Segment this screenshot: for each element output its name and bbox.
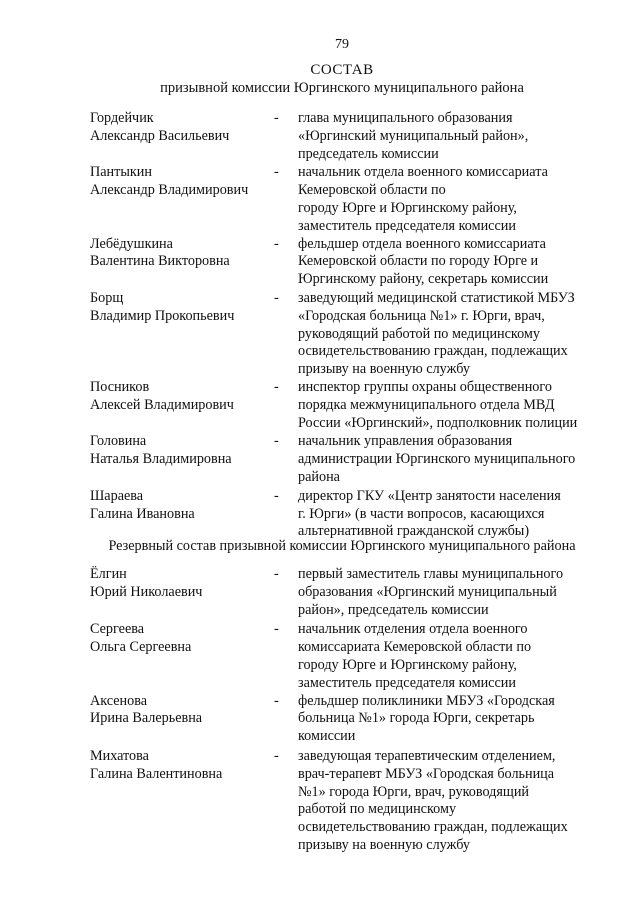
main-members-list xyxy=(90,110,610,541)
member-name xyxy=(90,748,270,784)
member-duty-line: Кемеровской области по xyxy=(298,182,446,199)
member-duties xyxy=(298,621,610,692)
member-name-line: Ирина Валерьевна xyxy=(90,710,203,727)
member-dash: - xyxy=(274,235,279,252)
member-duty-line: руководящий работой по медицинскому xyxy=(298,325,540,342)
member-name-line: Посников xyxy=(90,378,150,395)
member-entry xyxy=(90,488,610,541)
member-entry xyxy=(90,110,610,163)
member-duty-line: район», председатель комиссии xyxy=(298,601,489,618)
member-duties xyxy=(298,748,610,855)
member-duty-line: освидетельствованию граждан, подлежащих xyxy=(298,343,568,360)
document-subtitle: призывной комиссии Юргинского муниципального района xyxy=(160,80,524,96)
member-name-line: Галина Валентиновна xyxy=(90,765,223,782)
member-name-line: Ёлгин xyxy=(90,566,127,582)
member-duty-line: освидетельствованию граждан, подлежащих xyxy=(298,819,568,836)
member-name xyxy=(90,621,270,657)
member-entry xyxy=(90,566,610,619)
member-name-line: Гордейчик xyxy=(90,110,154,126)
member-duty-line: комиссии xyxy=(298,728,356,745)
member-duties xyxy=(298,236,610,289)
member-duty-line: порядка межмуниципального отдела МВД xyxy=(298,396,555,413)
member-entry xyxy=(90,693,610,746)
member-name-line: Наталья Владимировна xyxy=(90,451,232,468)
member-name-line: Юрий Николаевич xyxy=(90,583,203,600)
member-name xyxy=(90,379,270,415)
member-name xyxy=(90,290,270,326)
member-duty-line: заместитель председателя комиссии xyxy=(298,217,516,234)
member-dash: - xyxy=(274,433,279,450)
member-name xyxy=(90,164,270,200)
member-name-line: Ольга Сергеевна xyxy=(90,639,192,656)
member-name xyxy=(90,693,270,729)
member-duty-line: начальник отдела военного комиссариата xyxy=(298,164,548,181)
member-name-line: Галина Ивановна xyxy=(90,505,195,522)
member-entry xyxy=(90,433,610,486)
member-name-line: Сергеева xyxy=(90,621,145,638)
member-duty-line: г. Юрги» (в части вопросов, касающихся xyxy=(298,505,545,522)
member-duty-line: призыву на военную службу xyxy=(298,361,470,378)
member-duties xyxy=(298,693,610,746)
member-name xyxy=(90,433,270,469)
member-duty-line: №1» города Юрги, врач, руководящий xyxy=(298,783,530,800)
document-title: СОСТАВ xyxy=(310,62,374,78)
member-duty-line: района xyxy=(298,468,340,485)
member-duty-line: комиссариата Кемеровской области по xyxy=(298,639,532,656)
member-name-line: Головина xyxy=(90,433,147,450)
member-name-line: Алексей Владимирович xyxy=(90,396,234,413)
member-duty-line: инспектор группы охраны общественного xyxy=(298,378,552,395)
member-dash: - xyxy=(274,164,279,181)
member-name-line: Владимир Прокопьевич xyxy=(90,307,235,324)
member-duty-line: заведующая терапевтическим отделением, xyxy=(298,747,556,764)
member-duty-line: фельдшер поликлиники МБУЗ «Городская xyxy=(298,692,555,709)
member-duty-line: Кемеровской области по городу Юрге и xyxy=(298,253,539,270)
member-duty-line: заместитель председателя комиссии xyxy=(298,674,516,691)
member-duties xyxy=(298,566,610,619)
member-name xyxy=(90,566,270,602)
member-duty-line: альтернативной гражданской службы) xyxy=(298,523,530,540)
member-duty-line: образования «Юргинский муниципальный xyxy=(298,583,557,600)
member-name-line: Шараева xyxy=(90,487,144,504)
member-duty-line: фельдшер отдела военного комиссариата xyxy=(298,235,546,252)
member-duty-line: работой по медицинскому xyxy=(298,801,457,818)
member-name-line: Аксенова xyxy=(90,692,148,709)
member-name xyxy=(90,236,270,272)
member-name-line: Валентина Викторовна xyxy=(90,253,230,270)
member-duty-line: Юргинскому району, секретарь комиссии xyxy=(298,271,549,288)
member-name-line: Александр Владимирович xyxy=(90,182,249,199)
member-entry xyxy=(90,748,610,855)
member-duties xyxy=(298,110,610,163)
page-number: 79 xyxy=(335,37,349,52)
reserve-heading: Резервный состав призывной комиссии Юргинского муниципального района xyxy=(108,538,576,554)
member-entry xyxy=(90,164,610,235)
member-dash: - xyxy=(274,692,279,709)
member-dash: - xyxy=(274,487,279,504)
member-duty-line: директор ГКУ «Центр занятости населения xyxy=(298,487,561,504)
member-duty-line: начальник отделения отдела военного xyxy=(298,621,528,638)
member-duty-line: городу Юрге и Юргинскому району, xyxy=(298,199,517,216)
member-name-line: Александр Васильевич xyxy=(90,127,230,144)
member-name-line: Лебёдушкина xyxy=(90,235,173,252)
member-name xyxy=(90,488,270,524)
member-duties xyxy=(298,379,610,432)
member-name xyxy=(90,110,270,146)
member-duty-line: больница №1» города Юрги, секретарь xyxy=(298,710,535,727)
member-dash: - xyxy=(274,747,279,764)
member-dash: - xyxy=(274,289,279,306)
member-duties xyxy=(298,164,610,235)
member-duty-line: председатель комиссии xyxy=(298,145,439,162)
member-name-line: Пантыкин xyxy=(90,164,152,181)
member-duty-line: врач-терапевт МБУЗ «Городская больница xyxy=(298,765,555,782)
member-dash: - xyxy=(274,621,279,638)
member-duty-line: первый заместитель главы муниципального xyxy=(298,566,564,582)
member-duty-line: России «Юргинский», подполковник полиции xyxy=(298,414,578,431)
member-dash: - xyxy=(274,378,279,395)
member-duty-line: «Городская больница №1» г. Юрги, врач, xyxy=(298,307,545,324)
member-duty-line: «Юргинский муниципальный район», xyxy=(298,127,529,144)
member-duty-line: начальник управления образования xyxy=(298,433,513,450)
member-dash: - xyxy=(274,566,279,582)
member-dash: - xyxy=(274,110,279,126)
member-entry xyxy=(90,379,610,432)
member-entry xyxy=(90,621,610,692)
member-name-line: Михатова xyxy=(90,747,149,764)
member-entry xyxy=(90,236,610,289)
member-duty-line: городу Юрге и Юргинскому району, xyxy=(298,656,517,673)
member-duties xyxy=(298,488,610,541)
reserve-members-list xyxy=(90,566,610,855)
member-duty-line: глава муниципального образования xyxy=(298,110,513,126)
member-duty-line: заведующий медицинской статистикой МБУЗ xyxy=(298,289,575,306)
member-duties xyxy=(298,433,610,486)
member-name-line: Борщ xyxy=(90,289,124,306)
member-duty-line: призыву на военную службу xyxy=(298,836,470,853)
member-duty-line: администрации Юргинского муниципального xyxy=(298,451,576,468)
member-entry xyxy=(90,290,610,379)
member-duties xyxy=(298,290,610,379)
